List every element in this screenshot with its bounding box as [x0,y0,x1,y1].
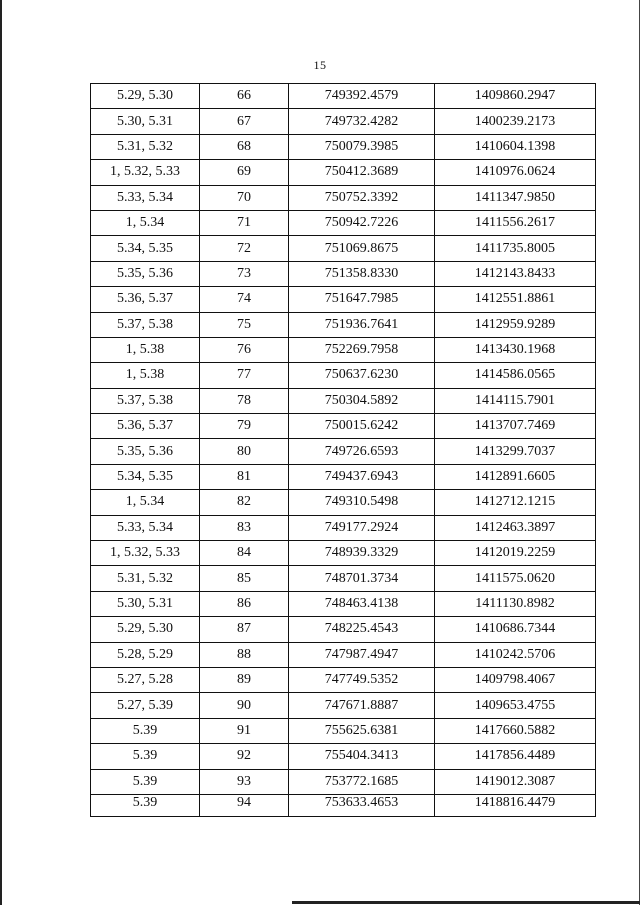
segment-cell: 5.36, 5.37 [91,287,200,312]
y-coordinate-cell: 1411735.8005 [435,236,596,261]
table-body [91,84,596,817]
point-number-cell: 69 [200,160,289,185]
segment-cell: 5.29, 5.30 [91,84,200,109]
table-row [91,261,596,286]
segment-cell: 1, 5.38 [91,363,200,388]
x-coordinate-cell: 749732.4282 [289,109,435,134]
x-coordinate-cell: 750637.6230 [289,363,435,388]
x-coordinate-cell: 750304.5892 [289,388,435,413]
x-coordinate-cell: 750942.7226 [289,210,435,235]
segment-cell: 5.35, 5.36 [91,439,200,464]
y-coordinate-cell: 1418816.4479 [435,794,596,816]
table-row [91,210,596,235]
y-coordinate-cell: 1412463.3897 [435,515,596,540]
segment-cell: 5.35, 5.36 [91,261,200,286]
x-coordinate-cell: 752269.7958 [289,337,435,362]
table-row [91,566,596,591]
point-number-cell: 74 [200,287,289,312]
y-coordinate-cell: 1410976.0624 [435,160,596,185]
y-coordinate-cell: 1412891.6605 [435,464,596,489]
segment-cell: 5.36, 5.37 [91,414,200,439]
table-row [91,667,596,692]
point-number-cell: 66 [200,84,289,109]
point-number-cell: 90 [200,693,289,718]
y-coordinate-cell: 1409653.4755 [435,693,596,718]
x-coordinate-cell: 753772.1685 [289,769,435,794]
x-coordinate-cell: 748463.4138 [289,591,435,616]
segment-cell: 1, 5.34 [91,210,200,235]
point-number-cell: 67 [200,109,289,134]
point-number-cell: 78 [200,388,289,413]
x-coordinate-cell: 750015.6242 [289,414,435,439]
y-coordinate-cell: 1414115.7901 [435,388,596,413]
table-row [91,185,596,210]
point-number-cell: 88 [200,642,289,667]
segment-cell: 5.33, 5.34 [91,515,200,540]
x-coordinate-cell: 747671.8887 [289,693,435,718]
y-coordinate-cell: 1410604.1398 [435,134,596,159]
x-coordinate-cell: 751936.7641 [289,312,435,337]
point-number-cell: 72 [200,236,289,261]
point-number-cell: 73 [200,261,289,286]
x-coordinate-cell: 747987.4947 [289,642,435,667]
y-coordinate-cell: 1409798.4067 [435,667,596,692]
segment-cell: 5.37, 5.38 [91,312,200,337]
table-row [91,388,596,413]
y-coordinate-cell: 1409860.2947 [435,84,596,109]
segment-cell: 1, 5.32, 5.33 [91,160,200,185]
table-row [91,84,596,109]
table-row [91,515,596,540]
point-number-cell: 71 [200,210,289,235]
table-row [91,642,596,667]
segment-cell: 5.39 [91,744,200,769]
segment-cell: 5.33, 5.34 [91,185,200,210]
table-row [91,134,596,159]
segment-cell: 5.31, 5.32 [91,134,200,159]
point-number-cell: 85 [200,566,289,591]
segment-cell: 5.31, 5.32 [91,566,200,591]
point-number-cell: 77 [200,363,289,388]
x-coordinate-cell: 749177.2924 [289,515,435,540]
segment-cell: 5.29, 5.30 [91,617,200,642]
table-row [91,591,596,616]
table-row [91,718,596,743]
y-coordinate-cell: 1412143.8433 [435,261,596,286]
y-coordinate-cell: 1413707.7469 [435,414,596,439]
point-number-cell: 68 [200,134,289,159]
segment-cell: 5.39 [91,769,200,794]
y-coordinate-cell: 1413430.1968 [435,337,596,362]
x-coordinate-cell: 749310.5498 [289,490,435,515]
table-row [91,439,596,464]
point-number-cell: 82 [200,490,289,515]
y-coordinate-cell: 1411130.8982 [435,591,596,616]
point-number-cell: 81 [200,464,289,489]
table-row [91,414,596,439]
y-coordinate-cell: 1400239.2173 [435,109,596,134]
point-number-cell: 76 [200,337,289,362]
x-coordinate-cell: 751647.7985 [289,287,435,312]
table-row [91,363,596,388]
segment-cell: 5.27, 5.28 [91,667,200,692]
x-coordinate-cell: 753633.4653 [289,794,435,816]
bottom-edge-mark [292,901,640,904]
point-number-cell: 83 [200,515,289,540]
y-coordinate-cell: 1412019.2259 [435,541,596,566]
point-number-cell: 92 [200,744,289,769]
point-number-cell: 91 [200,718,289,743]
point-number-cell: 94 [200,794,289,816]
table-row [91,160,596,185]
x-coordinate-cell: 748701.3734 [289,566,435,591]
x-coordinate-cell: 755404.3413 [289,744,435,769]
segment-cell: 1, 5.34 [91,490,200,515]
segment-cell: 5.34, 5.35 [91,236,200,261]
segment-cell: 5.28, 5.29 [91,642,200,667]
point-number-cell: 79 [200,414,289,439]
segment-cell: 5.39 [91,718,200,743]
y-coordinate-cell: 1411347.9850 [435,185,596,210]
table-row [91,541,596,566]
table-row [91,693,596,718]
x-coordinate-cell: 751358.8330 [289,261,435,286]
table-row [91,312,596,337]
segment-cell: 1, 5.38 [91,337,200,362]
y-coordinate-cell: 1410686.7344 [435,617,596,642]
table-row [91,490,596,515]
x-coordinate-cell: 751069.8675 [289,236,435,261]
page-number: 15 [313,58,327,72]
y-coordinate-cell: 1414586.0565 [435,363,596,388]
y-coordinate-cell: 1412959.9289 [435,312,596,337]
segment-cell: 5.37, 5.38 [91,388,200,413]
point-number-cell: 75 [200,312,289,337]
table-row [91,794,596,816]
point-number-cell: 84 [200,541,289,566]
table-row [91,464,596,489]
y-coordinate-cell: 1412712.1215 [435,490,596,515]
y-coordinate-cell: 1411556.2617 [435,210,596,235]
segment-cell: 5.30, 5.31 [91,109,200,134]
table-row [91,744,596,769]
y-coordinate-cell: 1417856.4489 [435,744,596,769]
point-number-cell: 89 [200,667,289,692]
x-coordinate-cell: 755625.6381 [289,718,435,743]
y-coordinate-cell: 1410242.5706 [435,642,596,667]
x-coordinate-cell: 749726.6593 [289,439,435,464]
table-row [91,236,596,261]
x-coordinate-cell: 749437.6943 [289,464,435,489]
segment-cell: 5.30, 5.31 [91,591,200,616]
table-row [91,337,596,362]
segment-cell: 1, 5.32, 5.33 [91,541,200,566]
y-coordinate-cell: 1417660.5882 [435,718,596,743]
x-coordinate-cell: 748225.4543 [289,617,435,642]
x-coordinate-cell: 750412.3689 [289,160,435,185]
segment-cell: 5.34, 5.35 [91,464,200,489]
y-coordinate-cell: 1412551.8861 [435,287,596,312]
coordinates-table [90,83,596,817]
page-left-edge [0,0,2,905]
point-number-cell: 93 [200,769,289,794]
y-coordinate-cell: 1413299.7037 [435,439,596,464]
y-coordinate-cell: 1419012.3087 [435,769,596,794]
point-number-cell: 87 [200,617,289,642]
table-row [91,109,596,134]
x-coordinate-cell: 749392.4579 [289,84,435,109]
x-coordinate-cell: 750752.3392 [289,185,435,210]
x-coordinate-cell: 750079.3985 [289,134,435,159]
point-number-cell: 80 [200,439,289,464]
y-coordinate-cell: 1411575.0620 [435,566,596,591]
x-coordinate-cell: 747749.5352 [289,667,435,692]
point-number-cell: 86 [200,591,289,616]
point-number-cell: 70 [200,185,289,210]
table-row [91,769,596,794]
segment-cell: 5.39 [91,794,200,816]
table-row [91,617,596,642]
x-coordinate-cell: 748939.3329 [289,541,435,566]
segment-cell: 5.27, 5.39 [91,693,200,718]
table-row [91,287,596,312]
